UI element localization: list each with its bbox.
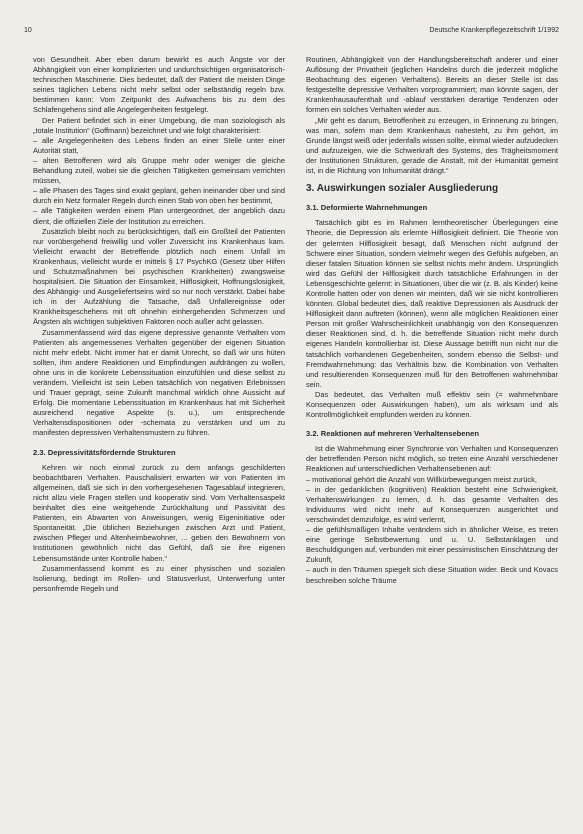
list-item: – alten Betroffenen wird als Gruppe mehr oder weniger die gleiche Behandlung zuteil, wobei sie die gleichen Tätigkeiten gemeinsam verrichten müssen, [33, 155, 285, 186]
paragraph: Zusammenfassend wird das eigene depressive genannte Verhalten vom Patienten als angemessenes Verhalten gegenüber der eigenen Situation nicht mehr erlebt. Nicht immer hat er damit Unrecht, so daß wir uns hüten sollten, ihm andere Reaktionen und Empfindungen aufdrängen zu wollen, ohne uns in die konkrete Lebenssituation einzufühlen und diese selbst zu verändern. Vielleicht ist sein Leben tatsächlich von negativen Erlebnissen und Trauer geprägt, seine Zukunft manchmal wirklich ohne Aussicht auf Erfolg. Die momentane Lebenssituation im Krankenhaus hat mit Sicherheit ausreichend negative Aspekte (s. u.), um entsprechende Verhaltensdispositionen oder -schemata zu verstärken und um zu manifesten depressiven Verhaltensmustern zu führen. [33, 327, 285, 438]
paragraph: Zusammenfassend kommt es zu einer physischen und sozialen Isolierung, bedingt im Rollen- und Statusverlust, Unterwerfung unter personfremde Regeln und [33, 563, 285, 593]
section-heading: 2.3. Depressivitätsfördernde Strukturen [33, 447, 176, 457]
paragraph: Das bedeutet, das Verhalten muß effektiv sein (= wahrnehmbare Konsequenzen oder Auswirkungen haben), um als wirksam und als Kontrollmöglichkeit empfunden werden zu können. [306, 389, 558, 420]
list-item: – alle Angelegenheiten des Lebens finden an einer Stelle unter einer Autorität statt, [33, 135, 285, 155]
page-header [24, 27, 559, 39]
paragraph: Kehren wir noch einmal zurück zu dem anfangs geschilderten beobachtbaren Verhalten. Pauschalisiert erwarten wir von Patienten im allgemeinen, daß sie sich in den vorhergesehenen Tagesablauf integrieren, nicht allzu viele Fragen stellen und kooperativ sind. Vom Verhaltensaspekt beinhaltet dies eine weitgehende Zurückhaltung und Passivität des Patienten, ein Abwarten von Anweisungen, wenig Eigeninitiative oder Spontaneität. „Die üblichen Beziehungen zwischen Arzt und Patient, zwischen Pfleger und Altenheimbewohner, ... geben den Bewohnern von Institutionen gewöhnlich nicht das Gefühl, daß sie ihre eigenen Lebensumstände unter Kontrolle haben.“ [33, 462, 285, 563]
paragraph: Zusätzlich bleibt noch zu berücksichtigen, daß ein Großteil der Patienten nur vorübergehend freiwillig und voller Zuversicht ins Krankenhaus kam. Vielleicht erwacht der Betreffende plötzlich noch einem Unfall im Krankenhaus, vielleicht wurde er mittels § 17 PsychKG (Gesetz über Hilfen und Schutzmaßnahmen bei psychischen Krankheiten) zwangsweise hospitalisiert. Die Situation der Einsamkeit, Hilflosigkeit, Hoffnungslosigkeit, des Abhängig- und Ausgeliefertseins wird so nur noch verstärkt. Dabei habe ich in der Aufzählung die Tatsache, daß Unfallereignisse oder Krankheitsgeschehens mit oft ohnehin einhergehenden Schmerzen und Ängsten als wichtigen subjektiven Faktoren noch außer acht gelassen. [33, 226, 285, 327]
paragraph: Routinen, Abhängigkeit von der Handlungsbereitschaft anderer und einer Auflösung der Privatheit (jeglichen Handelns durch die jederzeit mögliche Beobachtung des eigenen Verhaltens). Bereits an dieser Stelle ist das festgestellte depressive Verhalten vorprogrammiert; man könnte sagen, der Krankenhausaufenthalt und -ablauf verstärken derartige Tendenzen oder formen ein solches Verhalten wieder aus. [306, 55, 558, 115]
list-item: – die gefühlsmäßigen Inhalte verändern sich in ähnlicher Weise, es treten eine geringe Selbstbewertung und u. U. Selbstanklagen und Beschuldigungen auf, verbunden mit einer pessimistischen Einschätzung der Zukunft, [306, 525, 558, 565]
paragraph: Tatsächlich gibt es im Rahmen lerntheoretischer Überlegungen eine Theorie, die Depression als erlernte Hilflosigkeit definiert. Die Theorie von der gelernten Hilflosigkeit besagt, daß Menschen nicht aufgrund der Schwere einer Situation, sondern vielmehr wegen des Gefühls aufgeben, an dieser fatalen Situation können sie selbst nichts mehr ändern. Ursprünglich wird das Gefühl der Hilflosigkeit durch tatsächliche Erfahrungen in der Lebensgeschichte gelernt: in Situationen, über die wir (z. B. als Kinder) keine Kontrolle hatten oder von denen wir meinten, daß wir sie nicht kontrollieren könnten. Global bedeutet dies, daß reaktive Depressionen als Ausdruck der Hilflosigkeit dann auftreten (können), wenn alle möglichen Reaktionen einer Person mit großer Wahrscheinlichkeit unabhängig von den Konsequenzen dieser Reaktionen sind, d. h. die betreffende Situation nicht mehr durch eigenes Handeln kontrollierbar ist. Diese Aussage betrifft nun nicht nur die tatsächlich vorhandenen Gegebenheiten, sondern ebenso die Selbst- und Fremdwahrnehmung: das Verhältnis bzw. die Kombination von Verhalten und resultierenden Konsequenzen muß für den Betroffenen wahrnehmbar sein. [306, 218, 558, 389]
paragraph: Der Patient befindet sich in einer Umgebung, die man soziologisch als „totale Institution“ (Goffmann) bezeichnet und wie folgt charakterisiert: [33, 115, 285, 135]
page-number: 10 [24, 27, 32, 34]
paragraph: „Mir geht es darum, Betroffenheit zu erzeugen, in Erinnerung zu bringen, was man, sofern man dem Krankenhaus nahesteht, zu ihm gehört, im Grunde längst weiß oder jedenfalls wissen sollte, einmal wieder aufzudecken und aufzuzeigen, wie die Schwerkraft des Systems, des Trägheitsmoment der Institutionen Strukturen, gerade die Anstalt, mit der Humanität gemeint ist, in die Richtung von Inhumanität drängt.“ [306, 115, 558, 176]
paragraph: von Gesundheit. Aber eben darum bewirkt es auch Ängste vor der Abhängigkeit von einer komplizierten und undurchsichtigen organisatorisch-technischen Maschinerie. Dies bedeutet, daß der Patient die meisten Dinge seines täglichen Lebens nicht mehr selbst oder selbständig regeln bzw. bestimmen kann: Vom Zeitpunkt des Aufwachens bis zu dem des Schlafengehens sind alle Angelegenheiten festgelegt. [33, 55, 285, 115]
chapter-heading: 3. Auswirkungen sozialer Ausgliederung [306, 183, 499, 195]
list-item: – alle Phasen des Tages sind exakt geplant, gehen ineinander über und sind durch ein Netz formaler Regeln durch einen Stab von oben her bestimmt, [33, 186, 285, 206]
section-heading: 3.1. Deformierte Wahrnehmungen [306, 203, 428, 213]
list-item: – auch in den Träumen spiegelt sich diese Situation wider. Beck und Kovacs beschreiben solche Träume [306, 565, 558, 585]
paragraph: Ist die Wahrnehmung einer Synchronie von Verhalten und Konsequenzen der betreffenden Person nicht möglich, so treten eine Anzahl verschiedener Reaktionen auf unterschiedlichen Verhaltensebenen auf: [306, 444, 558, 474]
list-item: – alle Tätigkeiten werden einem Plan untergeordnet, der angeblich dazu dient, die offiziellen Ziele der Institution zu erreichen. [33, 206, 285, 226]
journal-title: Deutsche Krankenpflegezeitschrift 1/1992 [429, 27, 559, 34]
section-heading: 3.2. Reaktionen auf mehreren Verhaltensebenen [306, 429, 480, 439]
left-column [33, 55, 285, 830]
list-item: – motivational gehört die Anzahl von Willkürbewegungen meist zurück, [306, 474, 537, 484]
right-column [306, 55, 558, 830]
list-item: – in der gedanklichen (kognitiven) Reaktion besteht eine Schwierigkeit, Verhaltenswirkungen zu lernen, d. h. das gesamte Verhalten des Individuums wird nicht mehr auf Konsequenzen ausgerichtet und verschwindet demzufolge, es wird verlernt, [306, 484, 558, 524]
